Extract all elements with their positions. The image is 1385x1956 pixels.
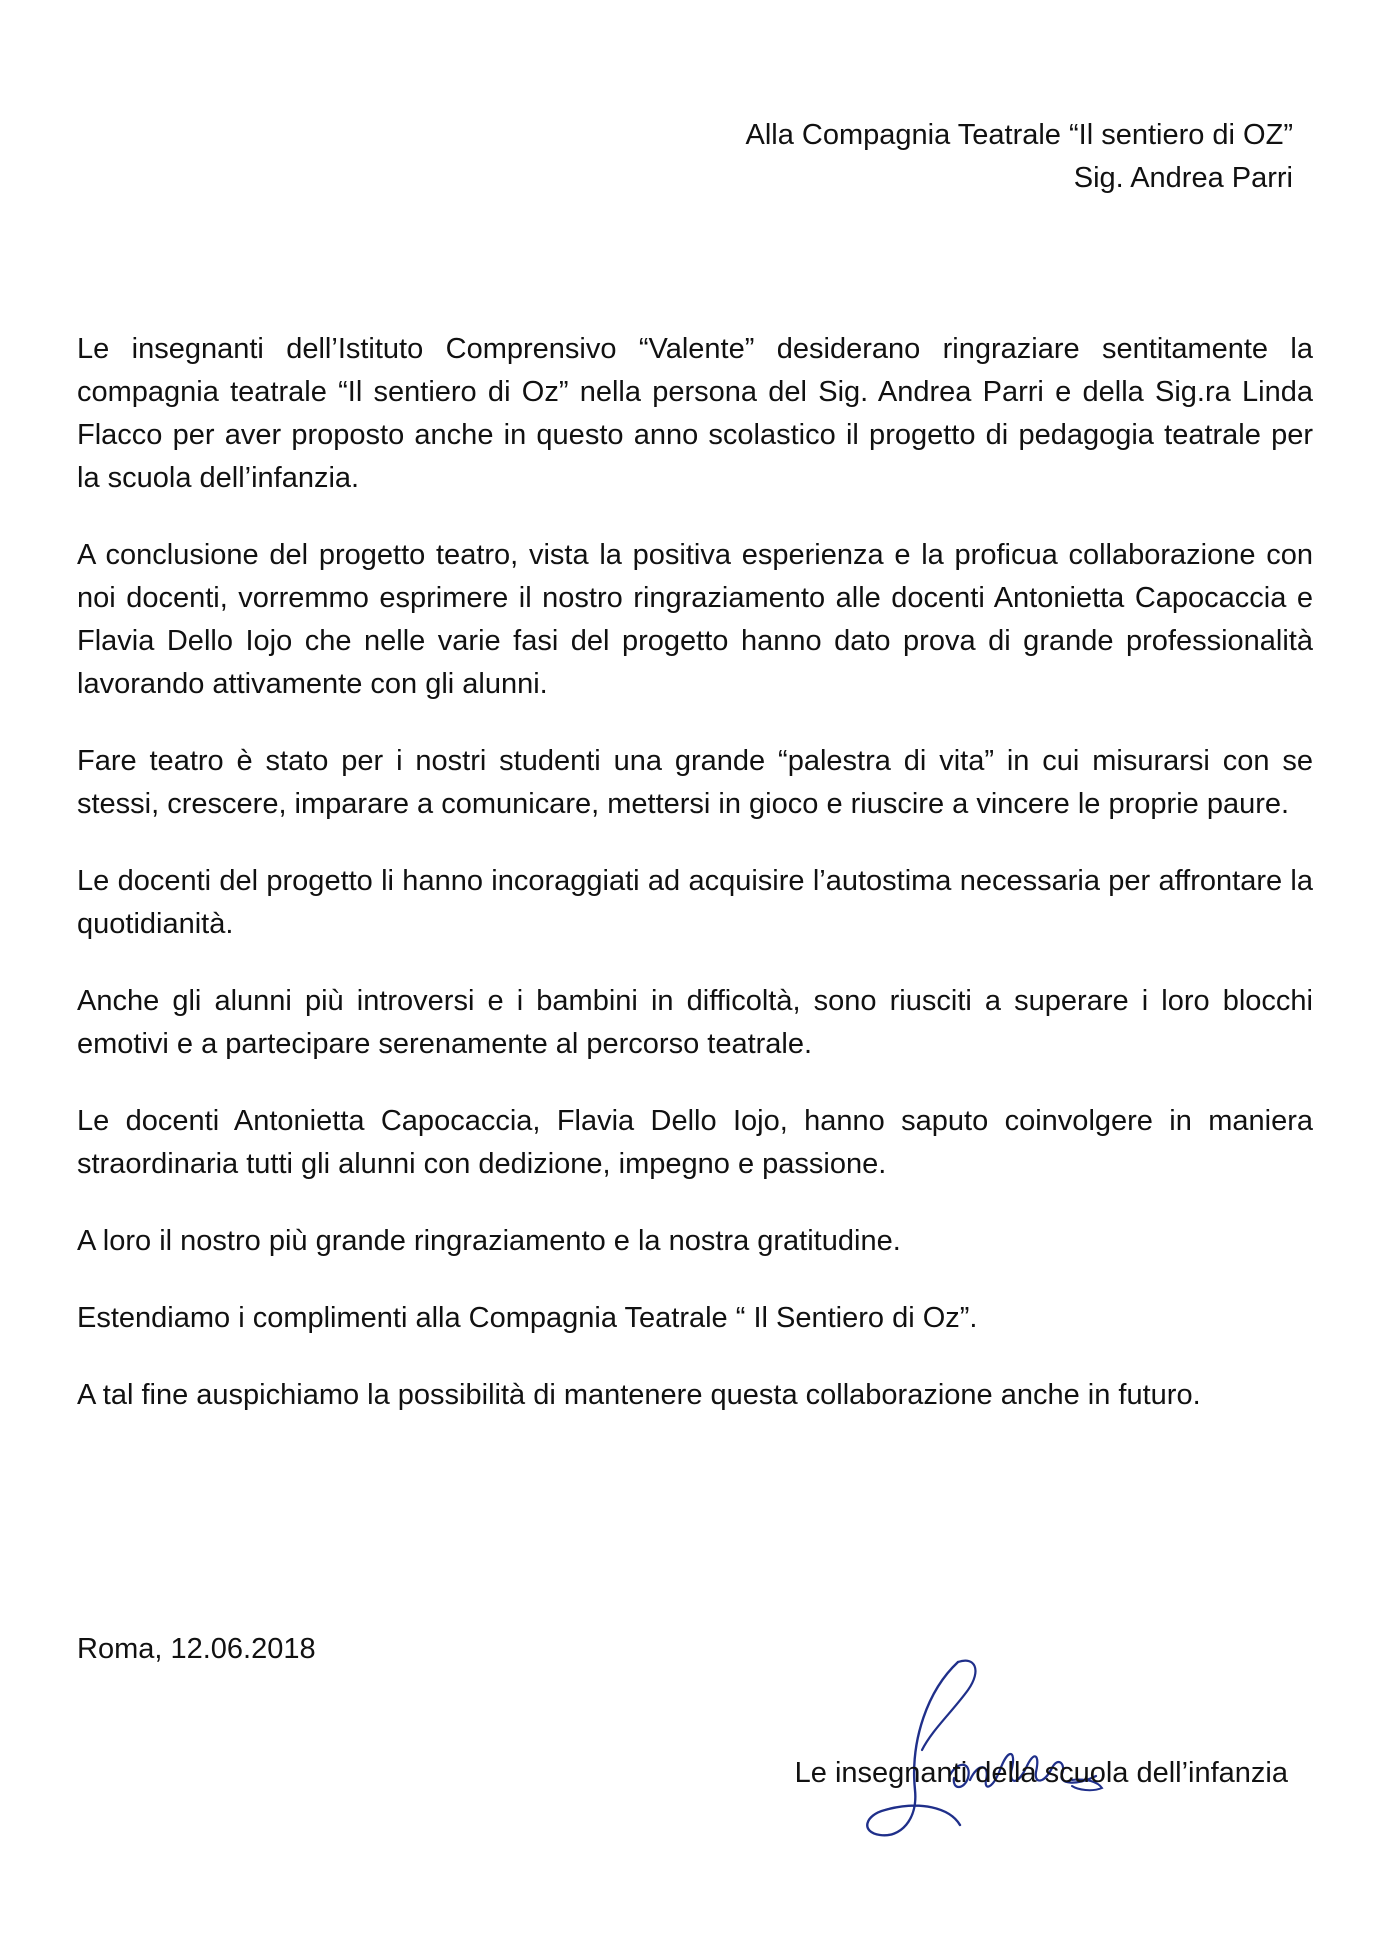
- recipient-person: Sig. Andrea Parri: [1073, 162, 1293, 194]
- paragraph-future: A tal fine auspichiamo la possibilità di mantenere questa collaborazione anche in futuro.: [77, 1379, 1201, 1411]
- closing-signoff: Le insegnanti della scuola dell’infanzia: [794, 1757, 1288, 1789]
- paragraph-self-esteem: Le docenti del progetto li hanno incoraggiati ad acquisire l’autostima necessaria per affrontare la quotidianità.: [77, 865, 1313, 940]
- paragraph-thanks: Le insegnanti dell’Istituto Comprensivo “Valente” desiderano ringraziare sentitamente la compagnia teatrale “Il sentiero di Oz” nella persona del Sig. Andrea Parri e della Sig.ra Linda Flacco per aver proposto anche in questo anno scolastico il progetto di pedagogia teatrale per la scuola dell’infanzia.: [77, 333, 1313, 494]
- letter-body: [77, 328, 1313, 1451]
- paragraph-introverted-pupils: Anche gli alunni più introversi e i bambini in difficoltà, sono riusciti a superare i loro blocchi emotivi e a partecipare serenamente al percorso teatrale.: [77, 985, 1313, 1060]
- paragraph-teachers-praise: Le docenti Antonietta Capocaccia, Flavia Dello Iojo, hanno saputo coinvolgere in maniera straordinaria tutti gli alunni con dedizione, impegno e passione.: [77, 1105, 1313, 1180]
- paragraph-theatre-life: Fare teatro è stato per i nostri studenti una grande “palestra di vita” in cui misurarsi con se stessi, crescere, imparare a comunicare, mettersi in gioco e riuscire a vincere le proprie paure.: [77, 745, 1313, 820]
- recipient-block: [746, 114, 1294, 200]
- paragraph-gratitude: A loro il nostro più grande ringraziamento e la nostra gratitudine.: [77, 1225, 901, 1257]
- recipient-company: Alla Compagnia Teatrale “Il sentiero di OZ”: [745, 119, 1293, 151]
- paragraph-conclusion: A conclusione del progetto teatro, vista la positiva esperienza e la proficua collaborazione con noi docenti, vorremmo esprimere il nostro ringraziamento alle docenti Antonietta Capocaccia e Flavia Dello Iojo che nelle varie fasi del progetto hanno dato prova di grande professionalità lavorando attivamente con gli alunni.: [77, 539, 1313, 700]
- letter-date: Roma, 12.06.2018: [77, 1633, 316, 1665]
- paragraph-compliments: Estendiamo i complimenti alla Compagnia Teatrale “ Il Sentiero di Oz”.: [77, 1302, 978, 1334]
